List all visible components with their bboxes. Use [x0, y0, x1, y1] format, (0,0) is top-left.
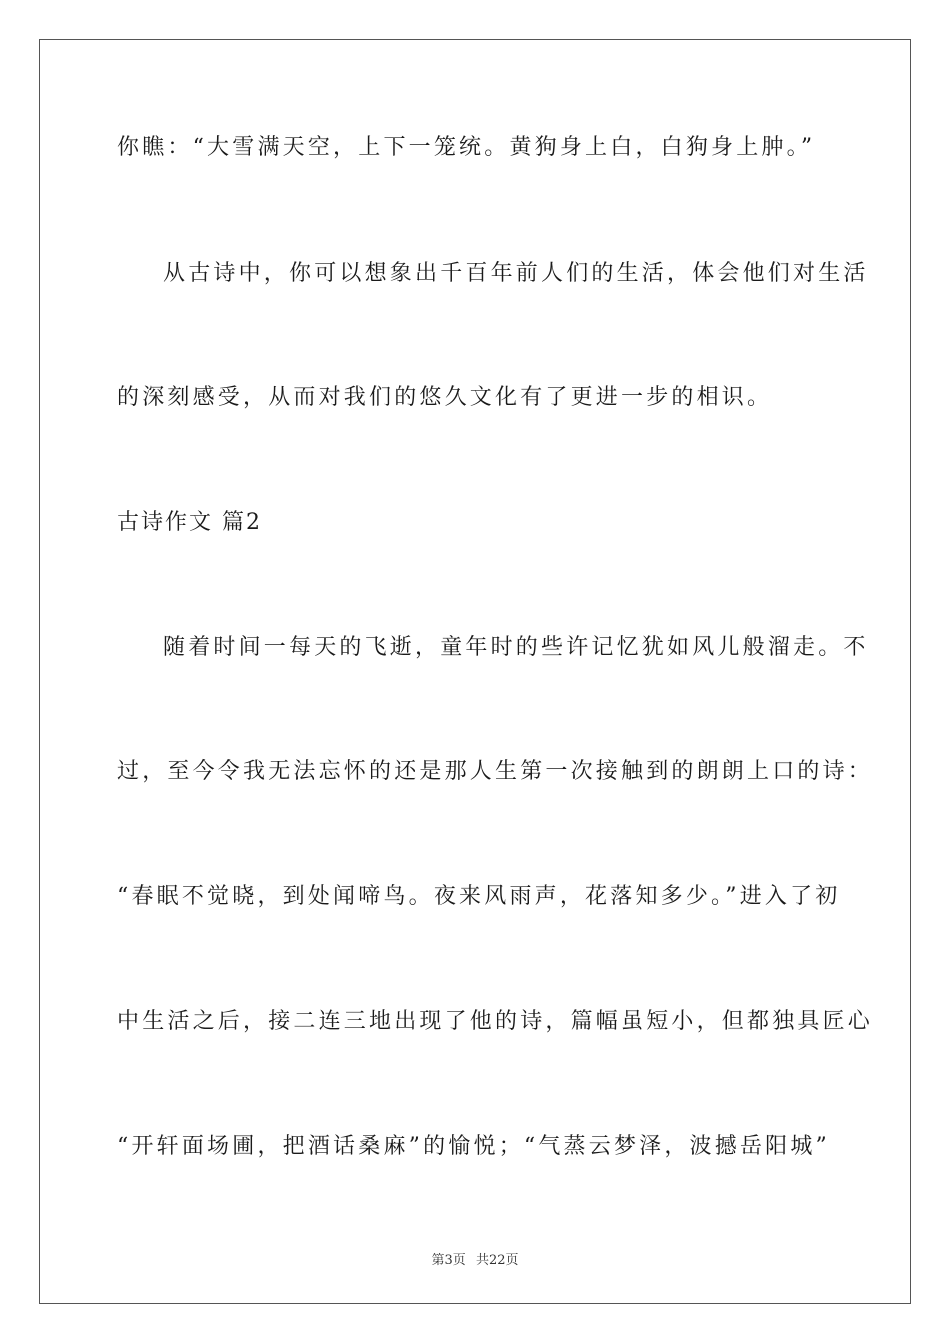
body-line-6: 过，至今令我无法忘怀的还是那人生第一次接触到的朗朗上口的诗： — [117, 759, 874, 784]
section-heading: 古诗作文 篇2 — [117, 510, 262, 535]
page-total: 共22页 — [475, 1253, 519, 1268]
body-line-7: “春眠不觉晓，到处闻啼鸟。夜来风雨声，花落知多少。”进入了初 — [117, 884, 841, 909]
page-footer — [0, 1249, 950, 1268]
body-line-9: “开轩面场圃，把酒话桑麻”的愉悦；“气蒸云梦泽，波撼岳阳城” — [117, 1134, 830, 1159]
body-line-1: 你瞧：“大雪满天空，上下一笼统。黄狗身上白，白狗身上肿。” — [117, 135, 816, 160]
body-line-2: 从古诗中，你可以想象出千百年前人们的生活，体会他们对生活 — [163, 261, 869, 286]
body-line-8: 中生活之后，接二连三地出现了他的诗，篇幅虽短小，但都独具匠心 — [117, 1009, 874, 1034]
page-number: 第3页 — [431, 1253, 466, 1268]
page-border — [39, 39, 911, 1304]
body-line-3: 的深刻感受，从而对我们的悠久文化有了更进一步的相识。 — [117, 385, 773, 410]
body-line-5: 随着时间一每天的飞逝，童年时的些许记忆犹如风儿般溜走。不 — [163, 635, 869, 660]
